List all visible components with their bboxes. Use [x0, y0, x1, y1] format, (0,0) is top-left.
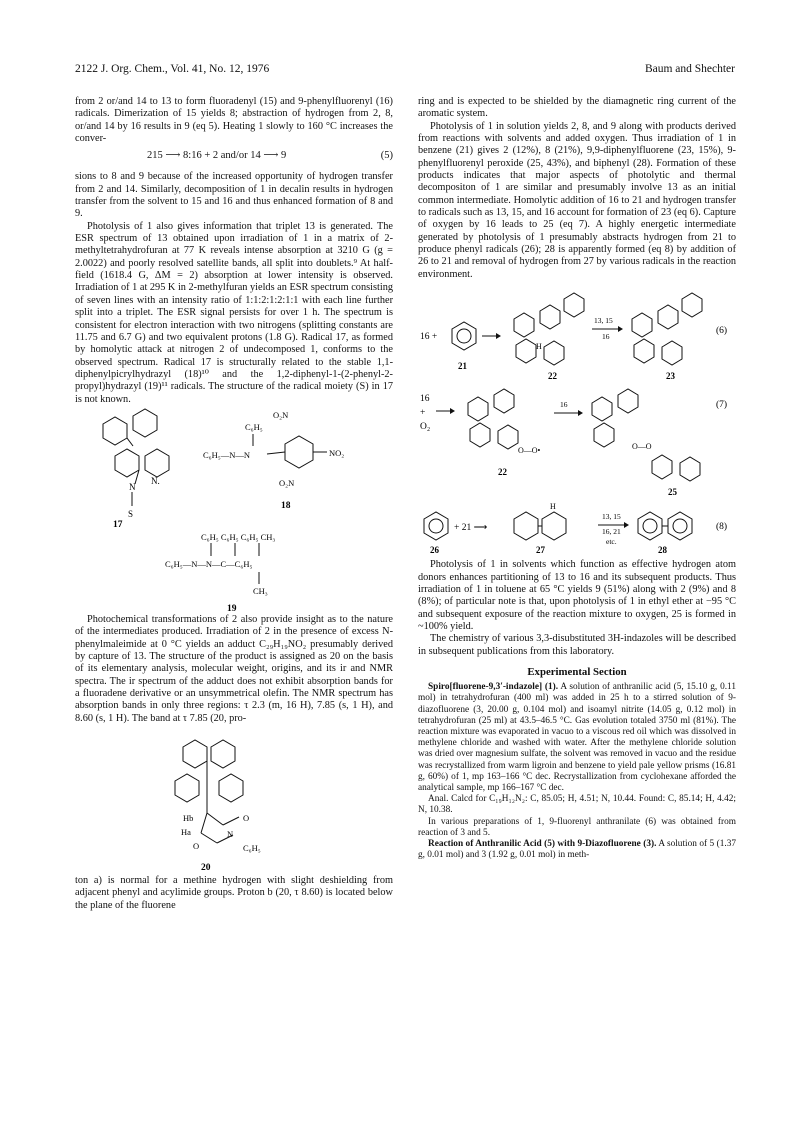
equation-number: (5): [380, 150, 393, 162]
compound-label-20: 20: [201, 863, 211, 873]
diphenylhydrazyl-label: C₆H₅—N—N: [203, 449, 251, 460]
arrow-reagents-top: 13, 15: [602, 512, 621, 522]
nitro-label: O₂N: [273, 409, 289, 420]
equation-expression: 215 ⟶ 8:16 + 2 and/or 14 ⟶ 9: [147, 150, 287, 162]
compound-label-27: 27: [536, 545, 545, 556]
proton-b-label: Hb: [183, 813, 194, 823]
carbonyl-o-top: O: [243, 813, 250, 823]
arrow-reagents-etc: etc.: [606, 537, 617, 547]
paragraph: Photolysis of 1 in solvents which function as effective hydrogen atom donors enhances partitioning of 13 to 16 and its subsequent products. Thus irradiation of 1 in toluene at 65 °C yields 9 (51%) along with 2 (9%) and 8 (8%); of particular note is that, upon photolysis of 1 in ethyl ether at −95 °C and subsequent exposure of the reaction mixture to oxygen, 25 is formed in ~100% yield.: [418, 559, 736, 632]
paragraph: [418, 682, 736, 794]
compound-label-18: 18: [281, 500, 291, 511]
ortho-nitro-label: O₂N: [279, 477, 295, 488]
equation-7: [418, 387, 736, 499]
compound-label-22: 22: [548, 371, 557, 382]
structure-drawing: [75, 725, 393, 875]
compound-label-23: 23: [666, 371, 675, 382]
nitrogen-radical-label: N.: [151, 475, 160, 486]
methyl-bottom: CH₃: [253, 585, 268, 596]
reactant-oxygen: O₂: [420, 422, 431, 433]
equation-number: (7): [716, 400, 728, 411]
imide-nitrogen: N: [227, 829, 234, 839]
biphenyl-28: [638, 512, 692, 540]
author-names: Baum and Shechter: [644, 63, 735, 75]
compound-label-25: 25: [668, 487, 677, 498]
reaction-scheme: [418, 387, 736, 499]
benzene-21: [452, 322, 476, 350]
paragraph: Photolysis of 1 in solution yields 2, 8, and 9 along with products derived from reactions with solvents and added oxygen. Thus irradiation of 1 in benzene (21) gives 2 (12%), 8 (21%), 9,9-diphenylfluorene (23, 15%), 9-phenylfluorenyl peroxide (25, 43%), and biphenyl (28). Formation of these products indicates that major aspects of photolytic and thermal decompositon of 1 are similar and presumably involve 13 as an initial common intermediate. Homolytic addition of 16 to 21 and hydrogen transfer to radicals such as 13, 15, and 16 account for formation of 23 (eq 6). Capture of oxygen by 16 leads to 25 (eq 7). A highly energetic intermediate generated by photolysis of 1 presumably abstracts hydrogen from 21 to produce phenyl radicals (26); 28 is apparently formed (eq 8) by addition of 26 to 21 and removal of hydrogen from 27 by various radicals in the reaction environment.: [418, 120, 736, 280]
paragraph: Photolysis of 1 also gives information that triplet 13 is generated. The ESR spectrum of 13 obtained upon irradiation of 1 in a matrix of 2-methyltetrahydrofuran at 77 K reveals intense absorption at 3210 G (g = 2.0022) and poorly resolved satellite bands, all split into doublets.⁹ At half-field (1618.4 G, ΔM = 2) absorption at lower intensity is observed. Irradiation of 1 at 295 K in 2-methylfuran yields an ESR spectrum consisting of seven lines with an intensity ratio of 1:1:2:1:2:1:1 with each line further split into a triplet. The ESR signal persists for over 1 h. The spectrum is consistent for electron interaction with two nitrogens (splitting constants are 11.75 and 6.7 G) and two equivalent protons (1.8 G). Radical 17, as formed by homolytic attack at nitrogen 2 of undecomposed 1, conforms to the observed spectrum. Radical 17 is structurally related to the stable 1,1-diphenylpicrylhydrazyl (18)¹⁰ and the 1,2-diphenyl-1-(2-phenyl-2-propyl)hydrazyl (19)¹¹ radicals. The structure of the radical moiety (S) in 17 is not known.: [75, 220, 393, 405]
plus-sign: +: [420, 408, 426, 419]
hydrazyl-chain: C₆H₅—N—N—C—C₆H₅: [165, 558, 253, 569]
paragraph-body: A solution of 5 (1.37 g, 0.01 mol) and 3 (1.92 g, 0.01 mol) in meth-: [418, 839, 736, 861]
compound-label-28: 28: [658, 545, 667, 556]
equation-8: [418, 499, 736, 555]
paragraph: ring and is expected to be shielded by the diamagnetic ring current of the aromatic system.: [418, 96, 736, 120]
carbonyl-o-bottom: O: [193, 841, 200, 851]
structure-22: [514, 293, 584, 365]
paragraph: from 2 or/and 14 to 13 to form fluoradenyl (15) and 9-phenylfluorenyl (16) radicals. Dimerization of 15 yields 8; abstraction of hydrogen from 2, 8, or/and 14 by 16 results in 9 (eq 5). Heating 1 slowly to 160 °C increases the conver-: [75, 96, 393, 145]
run-in-heading: Reaction of Anthranilic Acid (5) with 9-Diazofluorene (3).: [428, 839, 657, 850]
compound-label-21: 21: [458, 361, 467, 372]
paragraph-body: A solution of anthranilic acid (5, 15.10 g, 0.11 mol) in tetrahydrofuran (400 ml) was added in 25 h to a stirred solution of 9-diazofluorene (3, 20.00 g, 0.104 mol) and isoamyl nitrite (14.05 g, 0.12 mol) in tetrahydrofuran (25 ml) at 43.5–46.5 °C. Gas evolution totaled 3750 ml (81%). The reaction mixture was evaporated in vacuo to a viscous red oil which was dissolved in methylene chloride and washed with water. After the methylene chloride solution was dried over magnesium sulfate, the solvent was removed in vacuo and the residue was recrystallized from warm ligroin and benzene to yield pale yellow prisms (16.81 g, 60%) of 1, mp 163–166 °C dec. Recrystallization from cyclohexane afforded the analytical sample, mp 166–167 °C dec.: [418, 682, 736, 794]
section-heading: Experimental Section: [527, 665, 627, 678]
experimental-text: [418, 682, 736, 861]
structure-drawing: [75, 406, 393, 528]
equation-number: (6): [716, 326, 728, 337]
reactant-16: 16: [420, 394, 430, 405]
peroxy-radical-label: O—O•: [518, 446, 541, 456]
phenyl-radical-26: [424, 512, 448, 540]
right-column: [418, 96, 736, 862]
reactant-16: 16 +: [420, 332, 438, 343]
paragraph: Anal. Calcd for C₁₉H₁₂N₂: C, 85.05; H, 4.51; N, 10.44. Found: C, 85.14; H, 4.42; N, 10.38.: [418, 794, 736, 816]
compound-label-19: 19: [227, 603, 237, 614]
compound-label-26: 26: [430, 545, 439, 556]
reaction-scheme: [418, 289, 736, 387]
equation-6: [418, 289, 736, 387]
hydrogen-label: H: [536, 342, 542, 352]
substituents-top: C₆H₅ C₆H₅ C₆H₅ CH₃: [201, 531, 276, 542]
plus-benzene: + 21 ⟶: [454, 523, 488, 534]
peroxide-bond-label: O—O: [632, 442, 652, 452]
compound-label-17: 17: [113, 519, 123, 528]
peroxide-25: [592, 389, 700, 481]
paragraph: [418, 839, 736, 861]
structures-17-18: [75, 406, 393, 528]
run-in-heading: Spiro[fluorene-9,3′-indazole] (1).: [428, 682, 559, 693]
nitrogen-label: N: [129, 481, 136, 492]
structure-20: [75, 725, 393, 875]
equation-5: [75, 147, 393, 167]
paragraph: ton a) is normal for a methine hydrogen with slight deshielding from adjacent phenyl and acylimide groups. Proton b (20, τ 8.60) is located below the plane of the fluorene: [75, 875, 393, 911]
proton-a-label: Ha: [181, 827, 191, 837]
compound-label-22: 22: [498, 467, 507, 478]
arrow-reagents-top: 13, 15: [594, 316, 613, 326]
structure-drawing: [75, 528, 393, 614]
paragraph: In various preparations of 1, 9-fluorenyl anthranilate (6) was obtained from reaction of 3 and 5.: [418, 816, 736, 838]
paragraph: The chemistry of various 3,3-disubstituted 3H-indazoles will be described in subsequent publications from this laboratory.: [418, 633, 736, 657]
peroxy-radical-22: [468, 389, 518, 449]
left-column: [75, 96, 393, 912]
arrow-reagents-bottom: 16: [602, 332, 610, 342]
journal-citation: 2122 J. Org. Chem., Vol. 41, No. 12, 1976: [75, 63, 270, 75]
structure-17-bonds: [103, 409, 169, 484]
structure-23: [632, 293, 702, 365]
para-nitro-label: NO₂: [329, 447, 345, 458]
paragraph: sions to 8 and 9 because of the increased opportunity of hydrogen transfer from 2 and 14. Similarly, decomposition of 1 in decalin results in hydrogen transfer from the solvent to 15 and 16 and thus enhanced formation of 8 and 9.: [75, 171, 393, 220]
phenyl-label: C₆H₅: [245, 421, 263, 432]
arrow-reagents-middle: 16, 21: [602, 527, 621, 537]
cyclohexadienyl-27: [514, 512, 566, 540]
structure-19: [75, 528, 393, 614]
reaction-scheme: [418, 499, 736, 555]
hydrogen-label: H: [550, 502, 556, 512]
picryl-ring: [253, 434, 327, 468]
running-header: [75, 63, 735, 79]
n-phenyl-label: C₆H₅: [243, 843, 261, 853]
equation-number: (8): [716, 522, 728, 533]
arrow-reagent: 16: [560, 400, 568, 410]
substituent-s: S: [128, 508, 134, 519]
paragraph: Photochemical transformations of 2 also provide insight as to the nature of the intermediates produced. Irradiation of 2 in the presence of excess N-phenylmaleimide at 0 °C yields an adduct C₂₉H₁₉NO₂ presumably derived by capture of 13. The structure of the product is assigned as 20 on the basis of its elementary analysis, molecular weight, origins, and its ir and NMR spectra. The ir spectrum of the adduct does not exhibit absorption bands for a fluoradene derivative or an unsymmetrical olefin. The NMR spectrum has absorption bands in only three regions: τ 2.3 (m, 16 H), 7.85 (s, 1 H), and 8.60 (s, 1 H). The band at τ 7.85 (20, pro-: [75, 613, 393, 724]
